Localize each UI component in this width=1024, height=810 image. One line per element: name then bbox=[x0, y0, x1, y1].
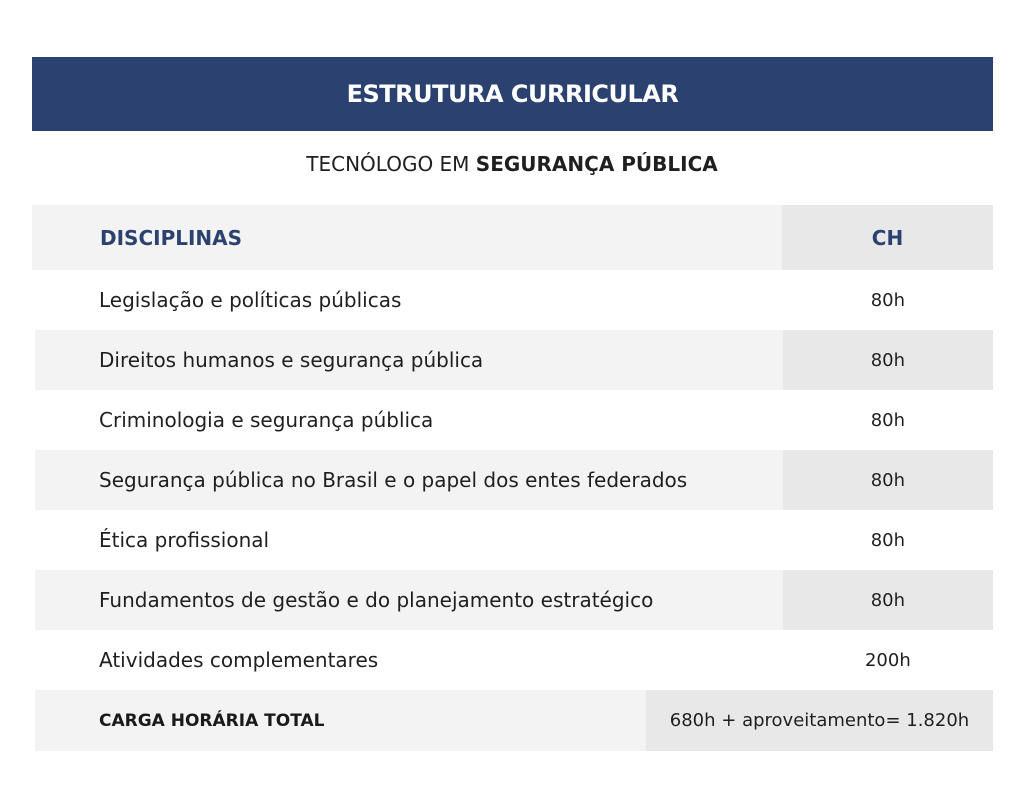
table-row bbox=[32, 630, 993, 690]
discipline-hours: 80h bbox=[783, 330, 993, 390]
table-row bbox=[32, 450, 993, 510]
discipline-hours: 80h bbox=[870, 529, 905, 551]
curriculum-table bbox=[32, 205, 993, 690]
discipline-name: Direitos humanos e segurança pública bbox=[35, 330, 783, 390]
discipline-name: Criminologia e segurança pública bbox=[99, 408, 434, 432]
table-header-row bbox=[32, 205, 993, 270]
total-value: 680h + aproveitamento= 1.820h bbox=[646, 690, 993, 751]
discipline-hours: 80h bbox=[783, 450, 993, 510]
header-bar bbox=[32, 57, 993, 131]
subtitle-course: SEGURANÇA PÚBLICA bbox=[475, 152, 718, 176]
discipline-hours: 80h bbox=[783, 570, 993, 630]
discipline-name: Segurança pública no Brasil e o papel dos entes federados bbox=[35, 450, 783, 510]
total-label: CARGA HORÁRIA TOTAL bbox=[35, 690, 646, 751]
table-row bbox=[32, 270, 993, 330]
discipline-hours: 200h bbox=[864, 649, 911, 671]
course-subtitle bbox=[0, 152, 1024, 184]
discipline-hours: 80h bbox=[870, 289, 905, 311]
column-header-disciplines: DISCIPLINAS bbox=[32, 205, 782, 270]
total-row bbox=[35, 690, 993, 751]
discipline-name: Atividades complementares bbox=[99, 648, 379, 672]
table-row bbox=[32, 570, 993, 630]
discipline-name: Ética profissional bbox=[99, 528, 270, 552]
table-row bbox=[32, 510, 993, 570]
table-row bbox=[32, 390, 993, 450]
subtitle-prefix: TECNÓLOGO EM bbox=[306, 152, 476, 176]
discipline-hours: 80h bbox=[870, 409, 905, 431]
header-title: ESTRUTURA CURRICULAR bbox=[346, 80, 679, 108]
column-header-hours: CH bbox=[782, 205, 993, 270]
table-row bbox=[32, 330, 993, 390]
discipline-name: Fundamentos de gestão e do planejamento estratégico bbox=[35, 570, 783, 630]
discipline-name: Legislação e políticas públicas bbox=[99, 288, 402, 312]
